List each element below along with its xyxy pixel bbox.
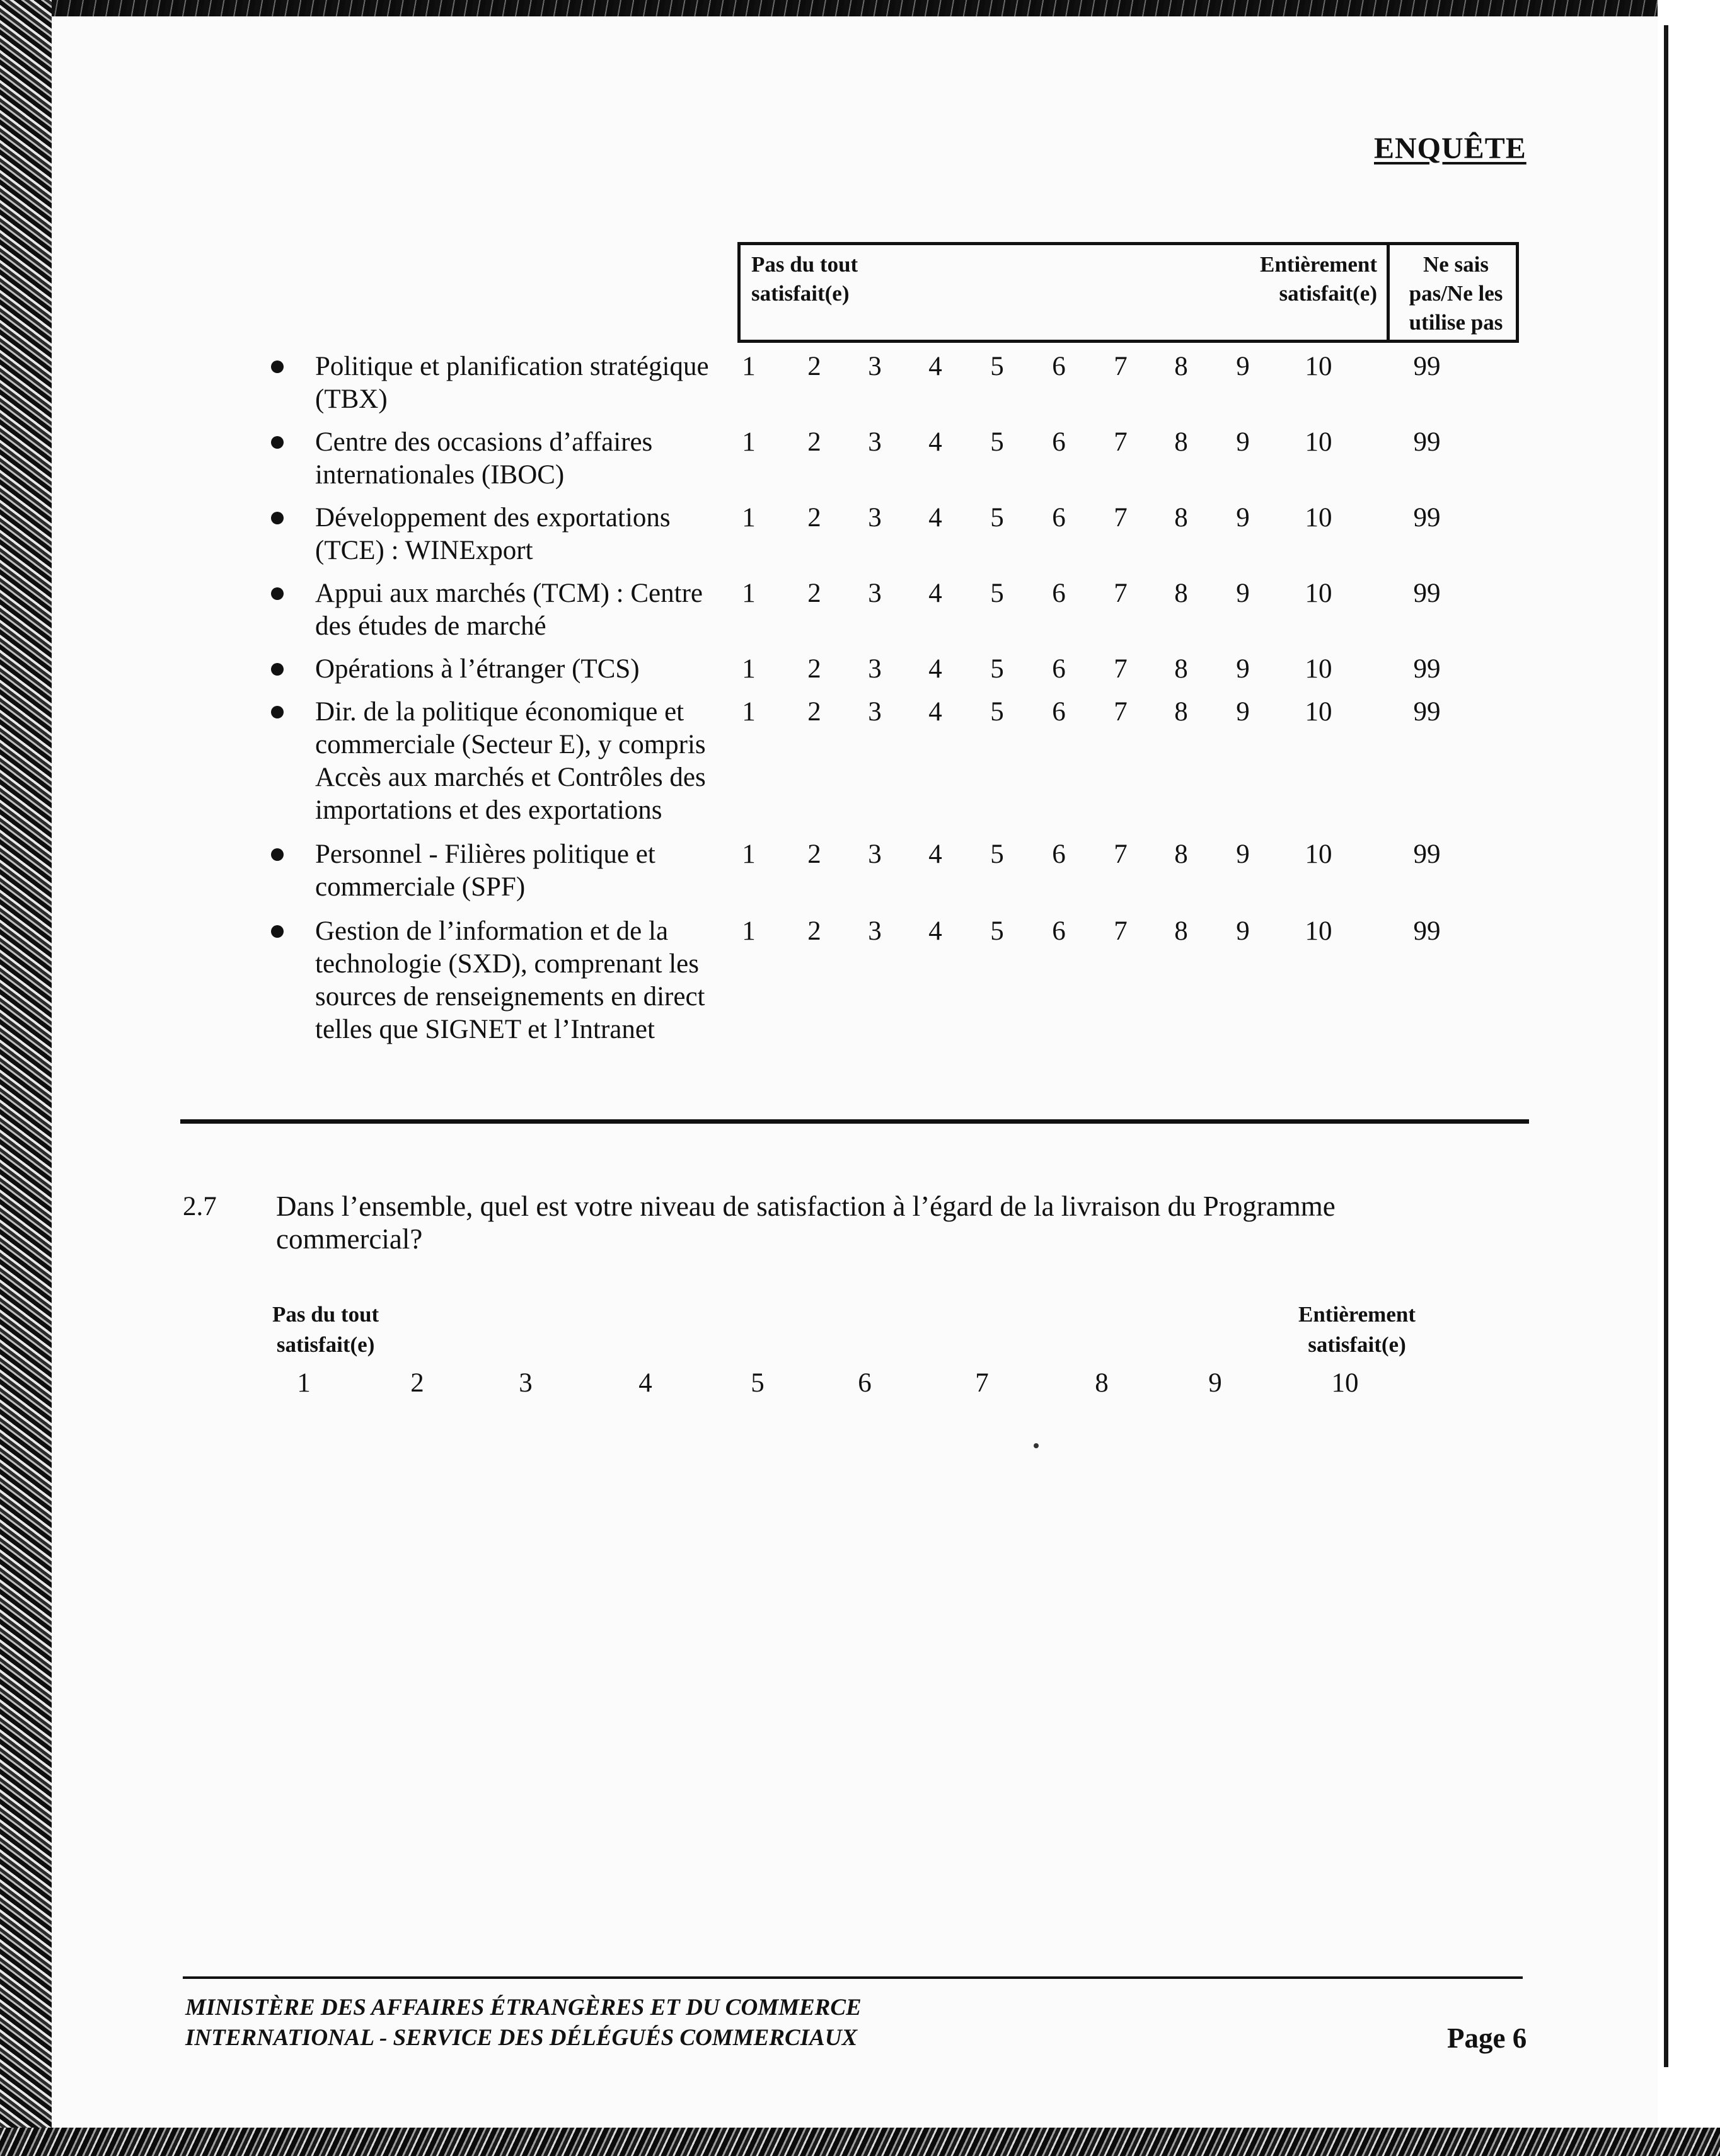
rating-item-label-line: Centre des occasions d’affaires [315, 427, 653, 457]
rating-option[interactable]: 4 [928, 579, 942, 608]
scale-header-right-line2: satisfait(e) [1279, 281, 1377, 306]
rating-option[interactable]: 5 [990, 697, 1004, 727]
rating-item-label-line: Politique et planification stratégique [315, 352, 709, 381]
rating-option[interactable]: 4 [928, 503, 942, 533]
rating-item-label-line: technologie (SXD), comprenant les [315, 949, 699, 979]
rating-option[interactable]: 10 [1305, 916, 1332, 946]
question-rating-option[interactable]: 10 [1331, 1368, 1359, 1398]
rating-option[interactable]: 8 [1174, 352, 1188, 381]
rating-item-label-line: commerciale (Secteur E), y compris [315, 730, 706, 759]
scan-border-left [0, 0, 52, 2156]
question-text-line1: Dans l’ensemble, quel est votre niveau de satisfaction à l’égard de la livraison du Programme [276, 1190, 1336, 1222]
rating-option[interactable]: 6 [1052, 654, 1066, 684]
bullet-icon [271, 848, 284, 861]
rating-option[interactable]: 7 [1114, 697, 1128, 727]
rating-option[interactable]: 4 [928, 654, 942, 684]
rating-option[interactable]: 9 [1236, 352, 1250, 381]
rating-option[interactable]: 2 [807, 352, 821, 381]
scale-header-box [737, 242, 1519, 343]
rating-item-label-line: Appui aux marchés (TCM) : Centre [315, 579, 703, 608]
question-text [276, 1190, 1436, 1255]
rating-option[interactable]: 1 [742, 503, 756, 533]
question-number: 2.7 [183, 1192, 217, 1221]
question-scale-left-label [272, 1300, 379, 1360]
rating-option[interactable]: 7 [1114, 579, 1128, 608]
rating-option[interactable]: 10 [1305, 427, 1332, 457]
rating-option[interactable]: 8 [1174, 503, 1188, 533]
rating-option[interactable]: 10 [1305, 839, 1332, 869]
scale-header-left-line1: Pas du tout [751, 252, 858, 277]
rating-item-label-line: Développement des exportations [315, 503, 671, 533]
rating-option[interactable]: 4 [928, 352, 942, 381]
rating-option[interactable]: 5 [990, 352, 1004, 381]
rating-option[interactable]: 7 [1114, 352, 1128, 381]
rating-option[interactable]: 10 [1305, 352, 1332, 381]
rating-option-dont-know[interactable]: 99 [1413, 654, 1441, 684]
rating-item-label-line: Personnel - Filières politique et [315, 839, 655, 869]
rating-item [277, 577, 731, 643]
rating-option[interactable]: 3 [868, 579, 882, 608]
rating-option[interactable]: 8 [1174, 839, 1188, 869]
rating-item-label-line: sources de renseignements en direct [315, 982, 705, 1012]
rating-option[interactable]: 6 [1052, 352, 1066, 381]
bullet-icon [271, 663, 284, 676]
question-scale-left-line1: Pas du tout [272, 1302, 379, 1327]
rating-option[interactable]: 9 [1236, 839, 1250, 869]
rating-option[interactable]: 1 [742, 654, 756, 684]
rating-option[interactable]: 5 [990, 839, 1004, 869]
rating-option[interactable]: 3 [868, 654, 882, 684]
bullet-icon [271, 706, 284, 718]
question-scale-right-label [1298, 1300, 1416, 1360]
rating-option[interactable]: 9 [1236, 579, 1250, 608]
rating-option[interactable]: 7 [1114, 839, 1128, 869]
rating-option[interactable]: 1 [742, 579, 756, 608]
rating-option[interactable]: 9 [1236, 697, 1250, 727]
rating-item-label-line: Opérations à l’étranger (TCS) [315, 654, 640, 684]
scale-header-right [1245, 250, 1377, 308]
question-rating-option[interactable]: 1 [297, 1368, 311, 1398]
question-rating-option[interactable]: 9 [1208, 1368, 1222, 1398]
rating-option[interactable]: 2 [807, 839, 821, 869]
question-rating-option[interactable]: 3 [519, 1368, 533, 1398]
rating-option[interactable]: 1 [742, 427, 756, 457]
rating-option[interactable]: 7 [1114, 427, 1128, 457]
rating-option[interactable]: 10 [1305, 697, 1332, 727]
bullet-icon [271, 925, 284, 938]
page-title: ENQUÊTE [1374, 132, 1527, 165]
question-scale-left-line2: satisfait(e) [276, 1332, 375, 1357]
rating-option[interactable]: 1 [742, 352, 756, 381]
rating-option[interactable]: 5 [990, 503, 1004, 533]
rating-option[interactable]: 7 [1114, 916, 1128, 946]
rating-item-label-line: (TCE) : WINExport [315, 536, 533, 565]
rating-item [277, 653, 731, 686]
rating-option[interactable]: 8 [1174, 697, 1188, 727]
rating-item-label-line: telles que SIGNET et l’Intranet [315, 1015, 655, 1044]
rating-option-dont-know[interactable]: 99 [1413, 916, 1441, 946]
question-scale-right-line2: satisfait(e) [1308, 1332, 1406, 1357]
scale-header-divider [1387, 245, 1390, 340]
rating-option[interactable]: 4 [928, 427, 942, 457]
scan-border-bottom [0, 2128, 1720, 2156]
rating-option[interactable]: 9 [1236, 503, 1250, 533]
bullet-icon [271, 587, 284, 600]
rating-option[interactable]: 2 [807, 697, 821, 727]
rating-item [277, 915, 731, 1046]
rating-option[interactable]: 10 [1305, 654, 1332, 684]
rating-item-label-line: commerciale (SPF) [315, 872, 526, 902]
rating-option[interactable]: 3 [868, 839, 882, 869]
scale-header-nsp-line3: utilise pas [1409, 310, 1503, 335]
rating-option[interactable]: 10 [1305, 579, 1332, 608]
footer-rule [183, 1976, 1523, 1979]
rating-option[interactable]: 7 [1114, 654, 1128, 684]
rating-option[interactable]: 6 [1052, 697, 1066, 727]
stray-speck [1034, 1443, 1039, 1448]
rating-option[interactable]: 8 [1174, 654, 1188, 684]
scale-header-left-line2: satisfait(e) [751, 281, 850, 306]
footer-line1: MINISTÈRE DES AFFAIRES ÉTRANGÈRES ET DU COMMERCE [185, 1995, 862, 2021]
question-scale-right-line1: Entièrement [1298, 1302, 1416, 1327]
rating-option[interactable]: 4 [928, 916, 942, 946]
question-rating-option[interactable]: 6 [858, 1368, 872, 1398]
rating-option-dont-know[interactable]: 99 [1413, 352, 1441, 381]
rating-option-dont-know[interactable]: 99 [1413, 839, 1441, 869]
rating-option[interactable]: 6 [1052, 427, 1066, 457]
rating-option[interactable]: 6 [1052, 916, 1066, 946]
rating-option[interactable]: 5 [990, 654, 1004, 684]
rating-option[interactable]: 1 [742, 697, 756, 727]
rating-option[interactable]: 5 [990, 579, 1004, 608]
question-rating-option[interactable]: 2 [410, 1368, 424, 1398]
rating-option[interactable]: 5 [990, 427, 1004, 457]
page-number: Page 6 [1447, 2022, 1527, 2054]
rating-item-label-line: Dir. de la politique économique et [315, 697, 684, 727]
rating-option-dont-know[interactable]: 99 [1413, 697, 1441, 727]
scale-header-nsp-line1: Ne sais [1423, 252, 1489, 277]
rating-item-label-line: des études de marché [315, 611, 546, 641]
bullet-icon [271, 360, 284, 373]
rating-item-label-line: importations et des exportations [315, 795, 662, 825]
rating-item-label-line: internationales (IBOC) [315, 460, 565, 490]
rating-item-label-line: (TBX) [315, 384, 388, 414]
rating-option[interactable]: 3 [868, 697, 882, 727]
question-rating-option[interactable]: 7 [975, 1368, 989, 1398]
rating-item [277, 838, 731, 904]
rating-option[interactable]: 3 [868, 503, 882, 533]
rating-option[interactable]: 8 [1174, 579, 1188, 608]
rating-option[interactable]: 4 [928, 839, 942, 869]
rating-option[interactable]: 2 [807, 654, 821, 684]
rating-item [277, 426, 731, 492]
rating-option[interactable]: 2 [807, 579, 821, 608]
rating-option[interactable]: 8 [1174, 916, 1188, 946]
rating-option[interactable]: 9 [1236, 427, 1250, 457]
footer-ministry [185, 1993, 862, 2053]
question-rating-option[interactable]: 4 [638, 1368, 652, 1398]
rating-option[interactable]: 3 [868, 427, 882, 457]
bullet-icon [271, 436, 284, 449]
rating-option[interactable]: 2 [807, 503, 821, 533]
bullet-icon [271, 512, 284, 524]
rating-option[interactable]: 5 [990, 916, 1004, 946]
question-text-line2: commercial? [276, 1223, 423, 1255]
rating-option[interactable]: 9 [1236, 916, 1250, 946]
scan-border-top [0, 0, 1720, 16]
rating-option[interactable]: 8 [1174, 427, 1188, 457]
rating-item-label-line: Gestion de l’information et de la [315, 916, 669, 946]
rating-option[interactable]: 2 [807, 916, 821, 946]
rating-item [277, 350, 731, 416]
rating-item [277, 696, 731, 827]
section-divider [180, 1119, 1529, 1124]
rating-option[interactable]: 6 [1052, 579, 1066, 608]
rating-option[interactable]: 1 [742, 839, 756, 869]
rating-option[interactable]: 3 [868, 352, 882, 381]
scale-header-nsp-line2: pas/Ne les [1409, 281, 1503, 306]
rating-option-dont-know[interactable]: 99 [1413, 427, 1441, 457]
rating-option[interactable]: 3 [868, 916, 882, 946]
rating-item-label-line: Accès aux marchés et Contrôles des [315, 763, 706, 792]
rating-option[interactable]: 7 [1114, 503, 1128, 533]
rating-option[interactable]: 6 [1052, 839, 1066, 869]
question-rating-option[interactable]: 5 [751, 1368, 765, 1398]
rating-option[interactable]: 1 [742, 916, 756, 946]
rating-option[interactable]: 4 [928, 697, 942, 727]
scale-header-dont-know [1396, 250, 1516, 337]
scale-header-right-line1: Entièrement [1260, 252, 1377, 277]
rating-option[interactable]: 6 [1052, 503, 1066, 533]
footer-line2: INTERNATIONAL - SERVICE DES DÉLÉGUÉS COMMERCIAUX [185, 2025, 858, 2051]
rating-option[interactable]: 2 [807, 427, 821, 457]
rating-option[interactable]: 9 [1236, 654, 1250, 684]
rating-option-dont-know[interactable]: 99 [1413, 503, 1441, 533]
rating-option[interactable]: 10 [1305, 503, 1332, 533]
rating-option-dont-know[interactable]: 99 [1413, 579, 1441, 608]
binding-edge-line [1664, 25, 1668, 2067]
question-rating-option[interactable]: 8 [1095, 1368, 1109, 1398]
scale-header-left [751, 250, 858, 308]
rating-item [277, 502, 731, 567]
